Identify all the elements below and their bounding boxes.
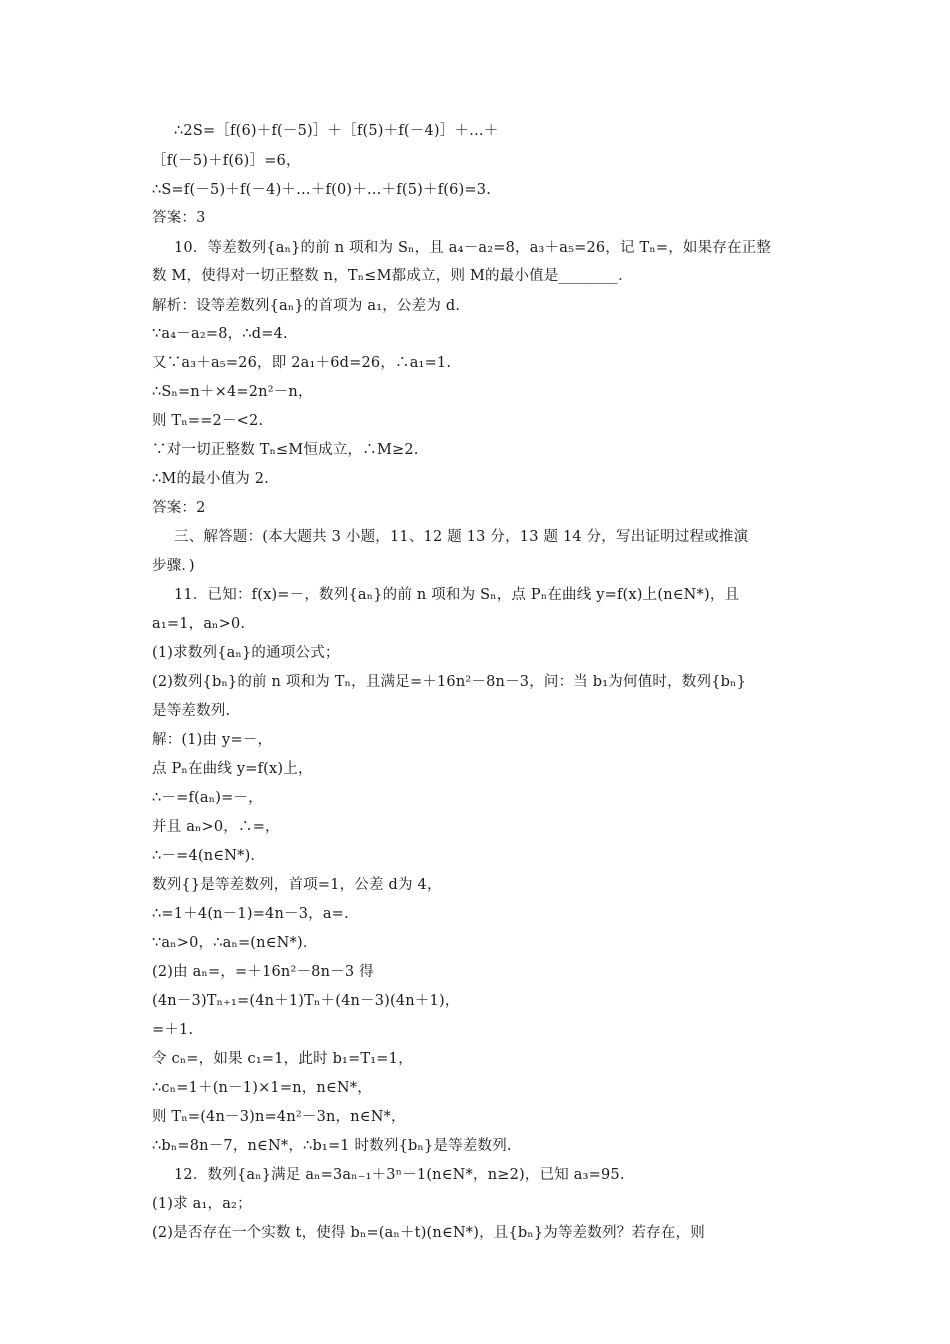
text-line: ∴S=f(－5)＋f(－4)＋…＋f(0)＋…＋f(5)＋f(6)=3. (152, 182, 492, 198)
text-line: 又∵a₃＋a₅=26，即 2a₁＋6d=26，∴a₁=1. (152, 355, 452, 371)
text-line: 则 Tₙ==2－<2. (152, 413, 264, 429)
text-line: 是等差数列. (152, 703, 231, 719)
text-line: (2)由 aₙ=，=＋16n²－8n－3 得 (152, 964, 374, 980)
text-line: ∴bₙ=8n－7，n∈N*，∴b₁=1 时数列{bₙ}是等差数列. (152, 1138, 512, 1154)
text-line: (4n－3)Tₙ₊₁=(4n＋1)Tₙ＋(4n－3)(4n＋1)， (152, 993, 460, 1009)
text-line: ∴－=4(n∈N*)． (152, 848, 266, 864)
text-line: a₁=1，aₙ>0. (152, 616, 246, 632)
text-line: 点 Pₙ在曲线 y=f(x)上， (152, 761, 313, 777)
text-line: ∴=1＋4(n－1)=4n－3，a=. (152, 906, 349, 922)
text-line: (2)是否存在一个实数 t，使得 bₙ=(aₙ＋t)(n∈N*)，且{bₙ}为等差数列？若存在，则 (152, 1225, 705, 1241)
text-line: ∴Sₙ=n＋×4=2n²－n， (152, 384, 313, 400)
text-line: =＋1. (152, 1022, 194, 1038)
text-line: 数列{}是等差数列，首项=1，公差 d为 4， (152, 877, 442, 893)
text-line: 令 cₙ=，如果 c₁=1，此时 b₁=T₁=1， (152, 1051, 413, 1067)
text-line: 解：(1)由 y=－， (152, 732, 273, 748)
text-line: ∴－=f(aₙ)=－， (152, 790, 263, 806)
text-line: 则 Tₙ=(4n－3)n=4n²－3n，n∈N*， (152, 1109, 406, 1125)
text-line: ∵aₙ>0，∴aₙ=(n∈N*)． (152, 935, 318, 951)
text-line: (2)数列{bₙ}的前 n 项和为 Tₙ，且满足=＋16n²－8n－3，问：当 b₁为何值时，数列{bₙ} (152, 674, 747, 690)
text-line: 答案：2 (152, 500, 206, 516)
text-line: 步骤．) (152, 558, 195, 574)
text-line: 答案：3 (152, 210, 206, 226)
text-line: ∴M的最小值为 2. (152, 471, 270, 487)
text-line: 并且 aₙ>0，∴=， (152, 819, 280, 835)
text-line: 11．已知：f(x)=－，数列{aₙ}的前 n 项和为 Sₙ，点 Pₙ在曲线 y=f(x)上(n∈N*)，且 (174, 587, 740, 603)
text-line: 10．等差数列{aₙ}的前 n 项和为 Sₙ，且 a₄－a₂=8，a₃＋a₅=26，记 Tₙ=，如果存在正整 (174, 240, 772, 256)
text-line: ∵a₄－a₂=8，∴d=4. (152, 326, 288, 342)
text-line: 解析：设等差数列{aₙ}的首项为 a₁，公差为 d. (152, 298, 461, 314)
text-line: (1)求数列{aₙ}的通项公式； (152, 645, 340, 661)
text-line: 三、解答题：(本大题共 3 小题，11、12 题 13 分，13 题 14 分，写出证明过程或推演 (174, 529, 749, 545)
text-line: 数 M，使得对一切正整数 n，Tₙ≤M都成立，则 M的最小值是________． (152, 268, 633, 284)
text-line: ∵对一切正整数 Tₙ≤M恒成立，∴M≥2. (152, 442, 419, 458)
text-line: ∴cₙ=1＋(n－1)×1=n，n∈N*， (152, 1080, 372, 1096)
text-line: 12．数列{aₙ}满足 aₙ=3aₙ₋₁＋3ⁿ－1(n∈N*，n≥2)，已知 a₃=95. (174, 1167, 625, 1183)
text-line: (1)求 a₁，a₂； (152, 1196, 252, 1212)
text-line: ［f(－5)＋f(6)］=6， (152, 153, 301, 169)
text-line: ∴2S=［f(6)＋f(－5)］＋［f(5)＋f(－4)］＋…＋ (174, 123, 499, 139)
